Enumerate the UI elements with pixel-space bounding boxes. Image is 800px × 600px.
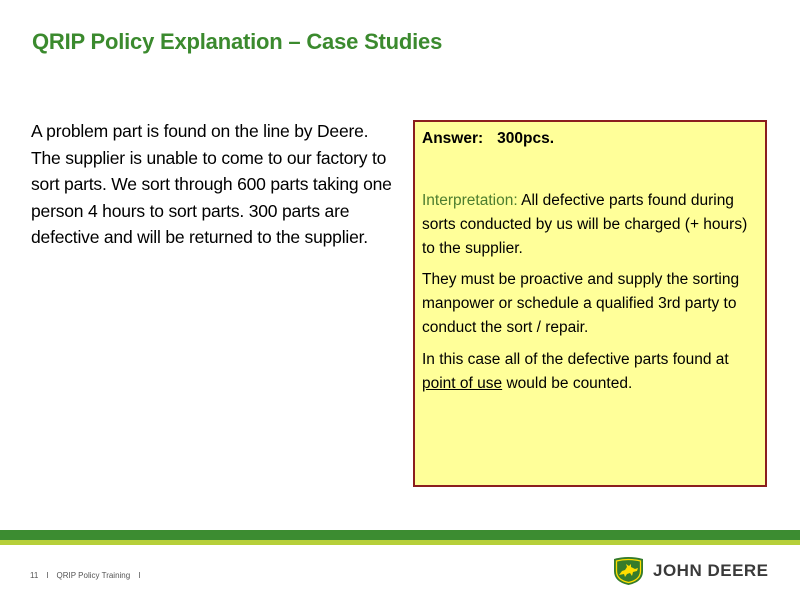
page-number: 11	[30, 571, 39, 580]
interpretation-label: Interpretation:	[422, 192, 518, 209]
footer-separator-end: I	[138, 571, 141, 580]
logo-wordmark: JOHN DEERE	[653, 561, 769, 580]
footer-stripe-dark	[0, 530, 800, 540]
footer-text	[30, 571, 148, 580]
footer-doc-title: QRIP Policy Training	[56, 571, 131, 580]
answer-box	[413, 120, 767, 487]
answer-label: Answer:	[422, 130, 484, 147]
slide-title: QRIP Policy Explanation – Case Studies	[32, 29, 443, 54]
point-of-use-text: point of use	[422, 375, 503, 392]
john-deere-logo	[612, 555, 769, 587]
answer-line	[422, 130, 554, 148]
interpretation-text: All defective parts found during sorts conducted by us will be charged (+ hours) to the supplier.	[422, 192, 748, 257]
deer-logo-icon	[612, 556, 645, 586]
p3-start: In this case all of the defective parts found at	[422, 351, 729, 368]
answer-value: 300pcs.	[497, 130, 555, 147]
footer-stripe-light	[0, 540, 800, 545]
interpretation-paragraph	[422, 189, 762, 261]
p3-end: would be counted.	[502, 375, 633, 392]
proactive-paragraph: They must be proactive and supply the sorting manpower or schedule a qualified 3rd party to conduct the sort / repair.	[422, 271, 740, 336]
problem-statement: A problem part is found on the line by Deere. The supplier is unable to come to our factory to sort parts. We sort through 600 parts taking one person 4 hours to sort parts. 300 parts are defective and will be returned to the supplier.	[31, 121, 392, 247]
point-of-use-paragraph	[422, 348, 762, 396]
footer-separator: I	[46, 571, 49, 580]
